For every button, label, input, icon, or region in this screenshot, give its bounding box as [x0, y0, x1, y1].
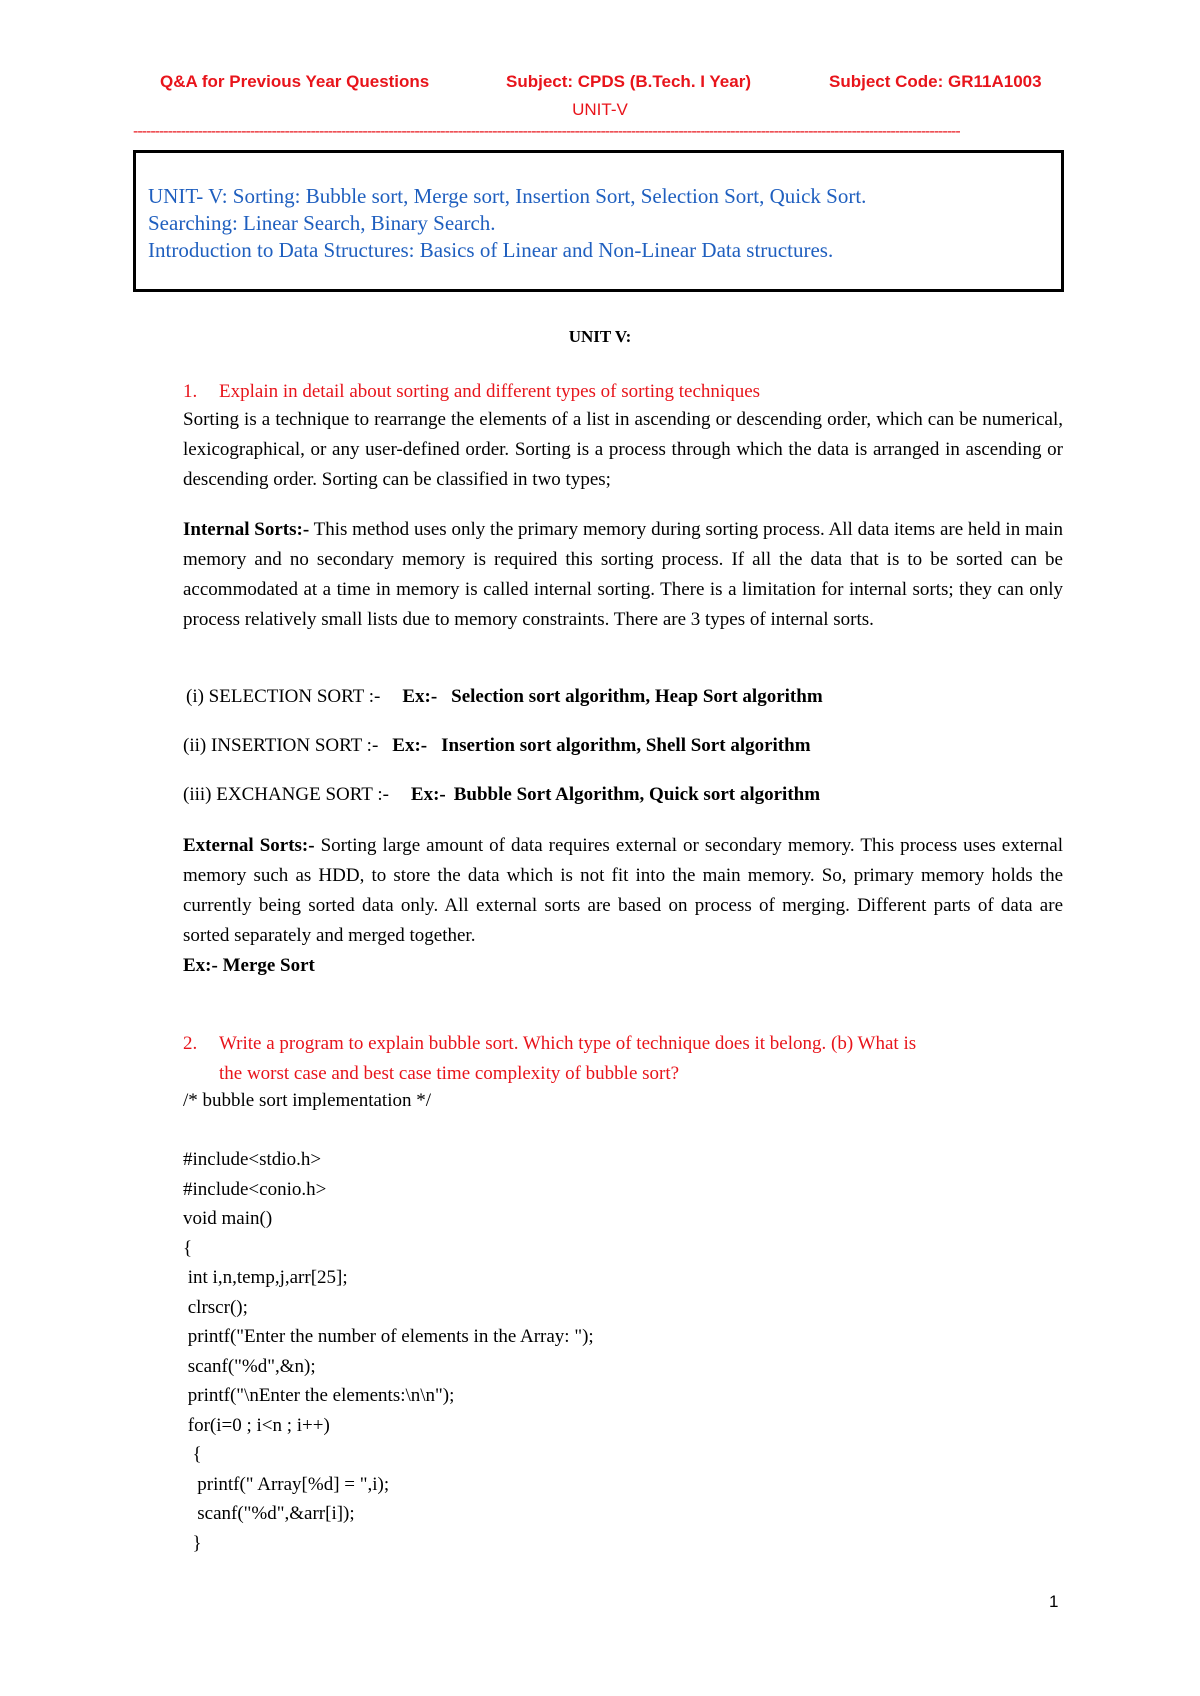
sort-type-ex: Ex:- [410, 784, 446, 805]
question-2-number: 2. [183, 1033, 198, 1054]
code-line: { [183, 1237, 193, 1259]
sort-type-examples: Selection sort algorithm, Heap Sort algorithm [451, 686, 823, 707]
internal-sorts-text: This method uses only the primary memory during sorting process. All data items are held in main memory and no secondary memory is required this sorting process. If all the data that is to be sorted can be accommodated at a time in memory is called internal sorting. There is a limitation for internal sorts; they can only process relatively small lists due to memory constraints. There are 3 types of internal sorts. [183, 519, 1063, 630]
question-2-title [183, 1029, 1063, 1089]
syllabus-line-3: Introduction to Data Structures: Basics of Linear and Non-Linear Data structures. [148, 238, 834, 262]
sort-type-name: (i) SELECTION SORT :- [186, 686, 381, 707]
unit-title: UNIT V: [568, 327, 632, 346]
page-number: 1 [1049, 1592, 1059, 1611]
q1-external-sorts [183, 831, 1063, 981]
syllabus-line-1: UNIT- V: Sorting: Bubble sort, Merge sort, Insertion Sort, Selection Sort, Quick Sort. [148, 184, 867, 208]
sort-type-ex: Ex:- [392, 735, 428, 756]
code-line: printf("Enter the number of elements in the Array: "); [183, 1326, 594, 1347]
sort-type-examples: Insertion sort algorithm, Shell Sort algorithm [441, 735, 811, 756]
question-2-text-2: the worst case and best case time complexity of bubble sort? [219, 1063, 680, 1084]
header-right: Subject Code: GR11A1003 [829, 72, 1042, 91]
sort-type-name: (iii) EXCHANGE SORT :- [183, 784, 389, 805]
code-line: clrscr(); [183, 1296, 248, 1318]
sort-type-ex: Ex:- [402, 686, 438, 707]
external-sorts-label: External Sorts:- [183, 835, 315, 856]
code-line: scanf("%d",&n); [183, 1355, 316, 1377]
code-line: for(i=0 ; i<n ; i++) [183, 1414, 330, 1436]
header-center: Subject: CPDS (B.Tech. I Year) [506, 72, 751, 91]
sort-type-exchange [183, 784, 820, 806]
sort-type-insertion [183, 735, 811, 757]
code-line: int i,n,temp,j,arr[25]; [183, 1267, 348, 1288]
external-sorts-example: Ex:- Merge Sort [183, 955, 315, 976]
internal-sorts-label: Internal Sorts:- [183, 519, 310, 540]
question-1-text: Explain in detail about sorting and different types of sorting techniques [219, 381, 761, 402]
question-1-number: 1. [183, 381, 198, 402]
q1-internal-sorts [183, 515, 1063, 635]
code-block [183, 1145, 594, 1558]
header-rule: ----------------------------------------------------------------------------------------------------------------------------------------------------------------------------------------------- [133, 124, 960, 140]
question-2-text-1: Write a program to explain bubble sort. Which type of technique does it belong. (b) What is [219, 1033, 917, 1054]
question-1-title [183, 377, 1063, 407]
sort-type-name: (ii) INSERTION SORT :- [183, 735, 379, 756]
code-line: printf("\nEnter the elements:\n\n"); [183, 1385, 455, 1406]
code-line: scanf("%d",&arr[i]); [183, 1503, 355, 1524]
q1-intro: Sorting is a technique to rearrange the elements of a list in ascending or descending order, which can be numerical, lexicographical, or any user-defined order. Sorting is a process through which the data is arranged in ascending or descending order. Sorting can be classified in two types; [183, 409, 1063, 490]
code-line: { [183, 1444, 202, 1465]
code-line: } [183, 1532, 202, 1554]
code-line: printf(" Array[%d] = ",i); [183, 1473, 390, 1495]
code-line: #include<stdio.h> [183, 1149, 322, 1170]
code-line: #include<conio.h> [183, 1178, 327, 1200]
syllabus-line-2: Searching: Linear Search, Binary Search. [148, 211, 496, 235]
external-sorts-text: Sorting large amount of data requires external or secondary memory. This process uses external memory such as HDD, to store the data which is not fit into the main memory. So, primary memory holds the currently being sorted data only. All external sorts are based on process of merging. Different parts of data are sorted separately and merged together. [183, 835, 1063, 946]
header-unit: UNIT-V [572, 100, 628, 119]
header-left: Q&A for Previous Year Questions [160, 72, 430, 91]
code-line: void main() [183, 1208, 273, 1229]
sort-type-selection [186, 686, 823, 708]
sort-type-examples: Bubble Sort Algorithm, Quick sort algorithm [453, 784, 821, 805]
code-comment: /* bubble sort implementation */ [183, 1090, 432, 1111]
syllabus-box [133, 150, 1064, 292]
